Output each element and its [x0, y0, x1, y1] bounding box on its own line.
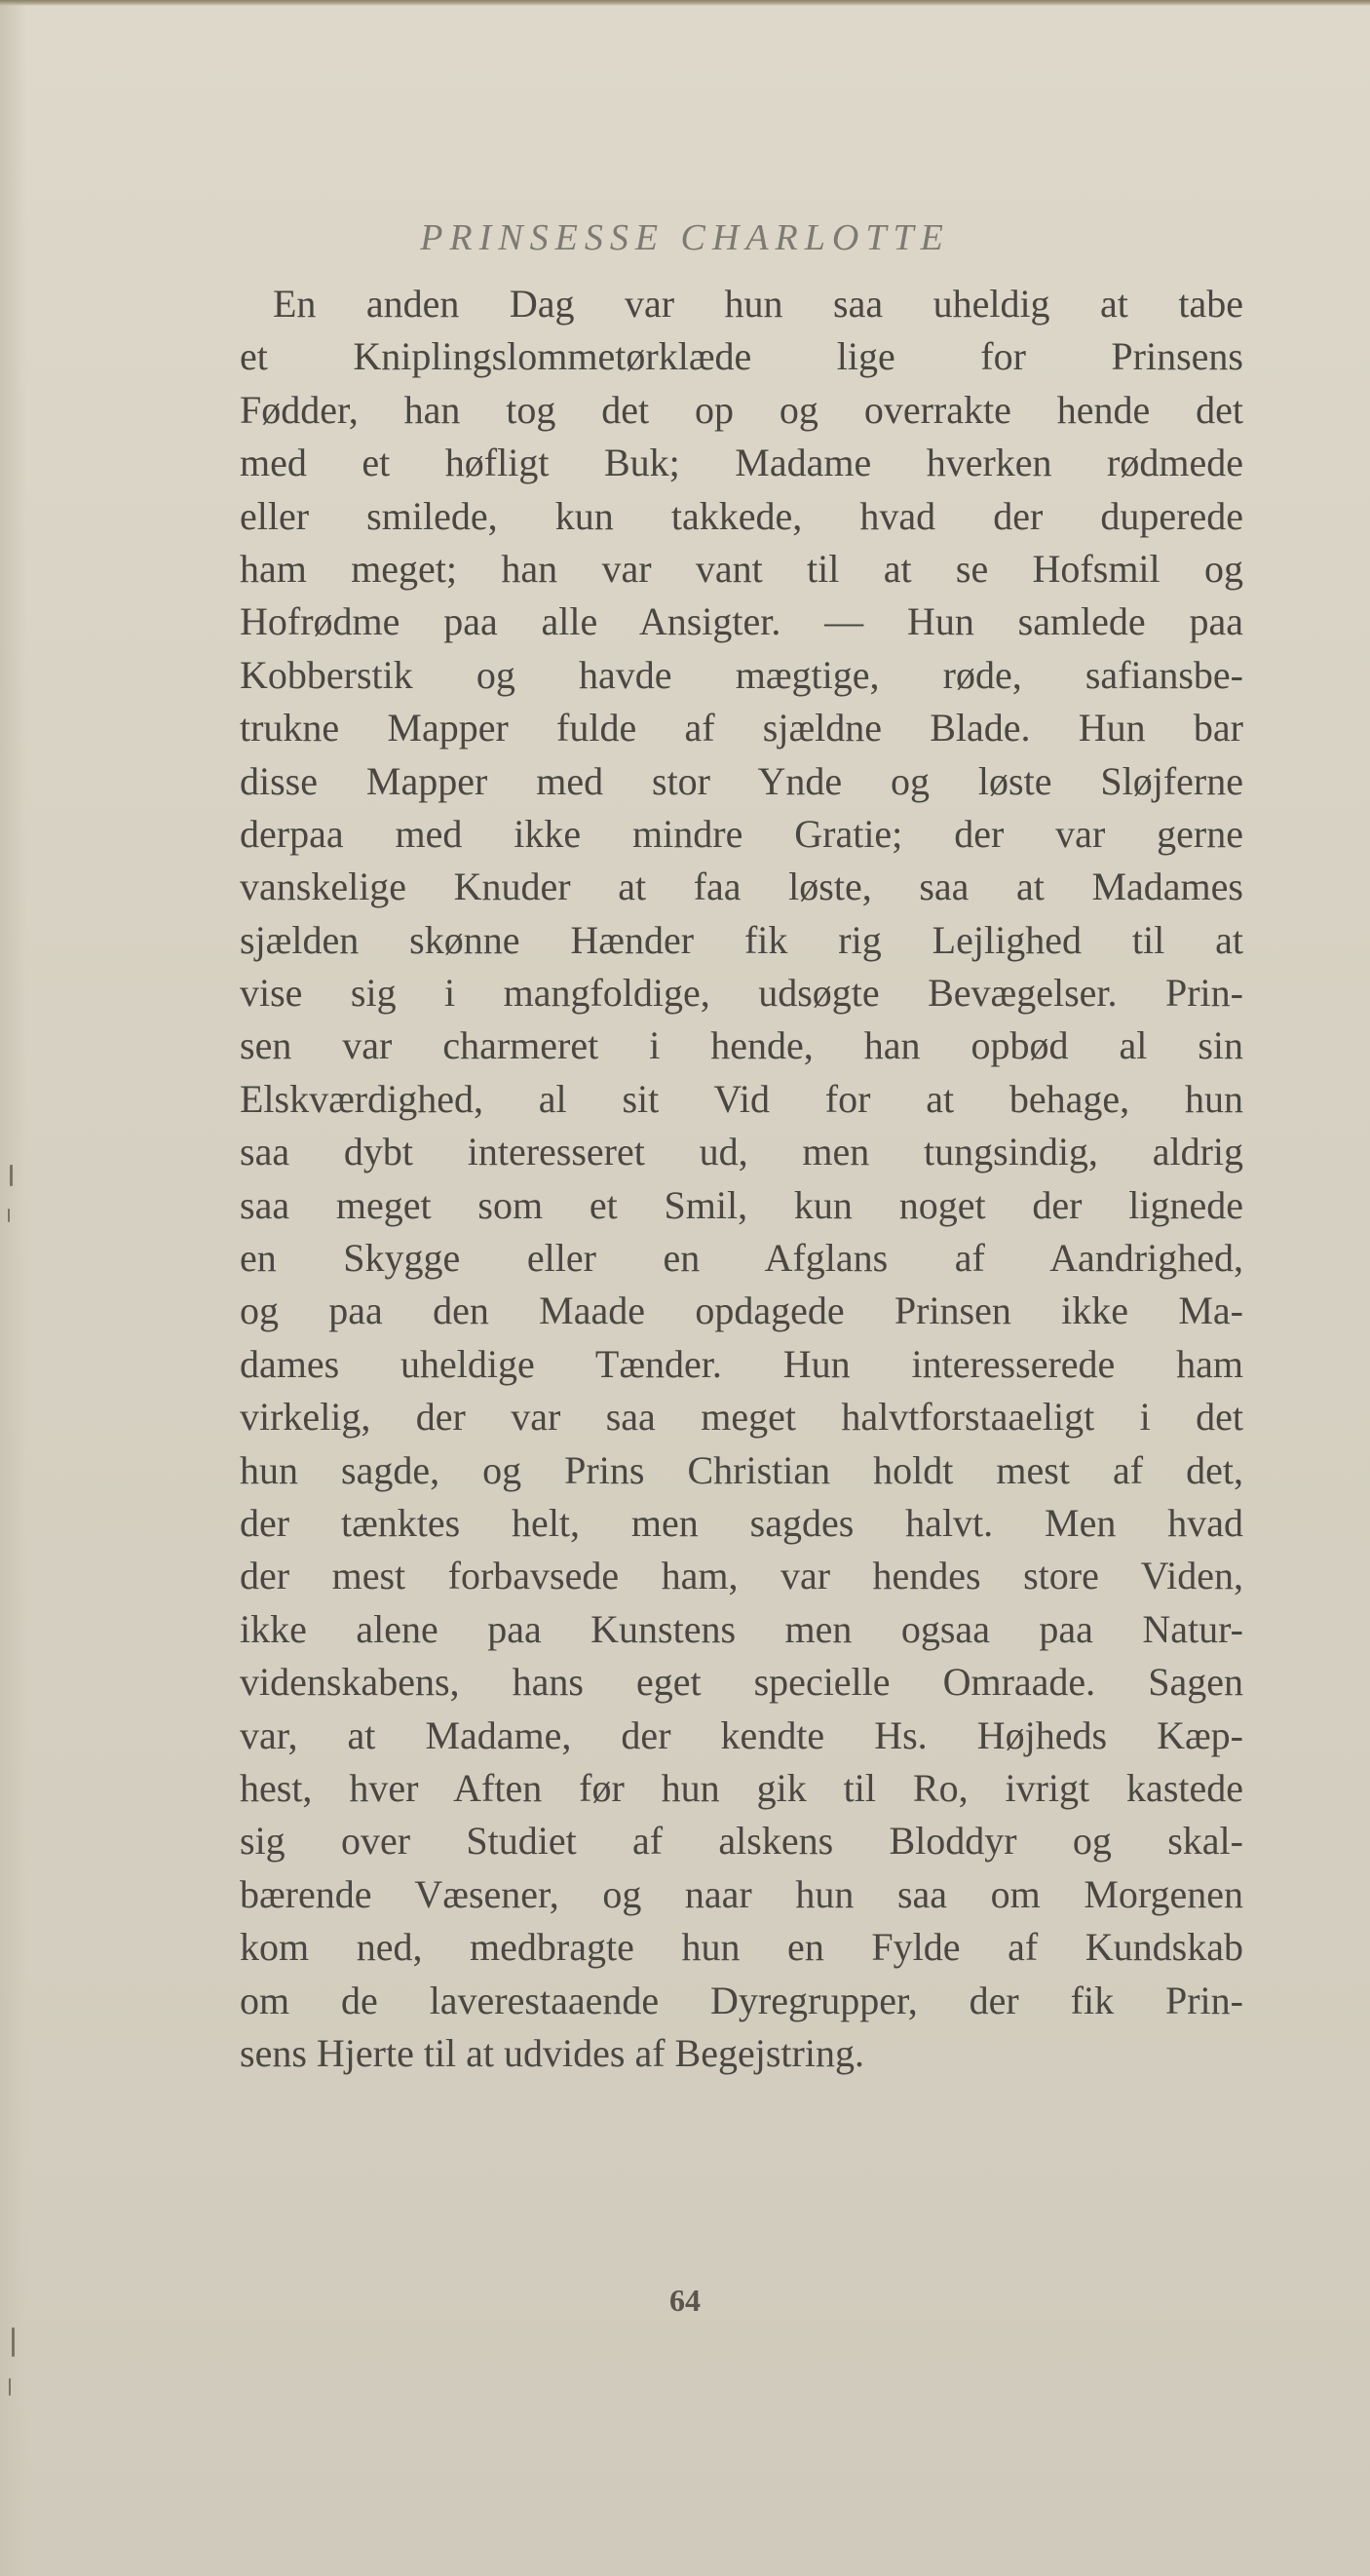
text-line: vise sig i mangfoldige, udsøgte Bevægelser. Prin- — [240, 971, 1243, 1016]
text-line: hest, hver Aften før hun gik til Ro, ivrigt kastede — [240, 1765, 1243, 1810]
text-line: sig over Studiet af alskens Bloddyr og skal- — [240, 1819, 1243, 1864]
text-line: et Kniplingslommetørklæde lige for Prinsens — [240, 334, 1243, 379]
text-line: sen var charmeret i hende, han opbød al sin — [240, 1023, 1243, 1068]
text-line: dames uheldige Tænder. Hun interesserede ham — [240, 1341, 1243, 1386]
paper-speck — [8, 1209, 10, 1222]
text-line: Kobberstik og havde mægtige, røde, safiansbe- — [240, 652, 1243, 697]
text-line: Hofrødme paa alle Ansigter. — Hun samlede paa — [240, 599, 1243, 644]
text-line: ikke alene paa Kunstens men ogsaa paa Natur- — [240, 1606, 1243, 1651]
text-line: Fødder, han tog det op og overrakte hende det — [240, 387, 1243, 432]
text-line: eller smilede, kun takkede, hvad der duperede — [240, 493, 1243, 538]
paper-speck — [12, 2327, 15, 2357]
text-line: En anden Dag var hun saa uheldig at tabe — [273, 282, 1243, 326]
text-line: var, at Madame, der kendte Hs. Højheds Kæp- — [240, 1712, 1243, 1757]
text-line: disse Mapper med stor Ynde og løste Sløjferne — [240, 758, 1243, 803]
text-line: ham meget; han var vant til at se Hofsmil og — [240, 546, 1243, 591]
paper-speck — [10, 1165, 13, 1186]
text-line: derpaa med ikke mindre Gratie; der var gerne — [240, 811, 1243, 856]
text-line: med et høfligt Buk; Madame hverken rødmede — [240, 441, 1243, 485]
text-line: en Skygge eller en Afglans af Aandrighed, — [240, 1236, 1243, 1281]
page-number: 64 — [669, 2283, 701, 2318]
text-line: sens Hjerte til at udvides af Begejstring. — [240, 2030, 864, 2075]
text-line: og paa den Maade opdagede Prinsen ikke Ma- — [240, 1288, 1243, 1333]
text-line: vanskelige Knuder at faa løste, saa at Madames — [240, 865, 1243, 909]
body-text — [240, 278, 1243, 2080]
text-line: bærende Væsener, og naar hun saa om Morgenen — [240, 1871, 1243, 1916]
paper-speck — [9, 2378, 11, 2396]
text-line: saa meget som et Smil, kun noget der lignede — [240, 1182, 1243, 1227]
text-line: virkelig, der var saa meget halvtforstaaeligt i det — [240, 1395, 1243, 1440]
text-line: trukne Mapper fulde af sjældne Blade. Hun bar — [240, 706, 1243, 750]
text-line: der tænktes helt, men sagdes halvt. Men hvad — [240, 1500, 1243, 1545]
text-line: om de laverestaaende Dyregrupper, der fik Prin- — [240, 1978, 1243, 2022]
text-line: saa dybt interesseret ud, men tungsindig, aldrig — [240, 1130, 1243, 1174]
text-line: der mest forbavsede ham, var hendes store Viden, — [240, 1554, 1243, 1598]
text-line: videnskabens, hans eget specielle Omraade. Sagen — [240, 1660, 1243, 1705]
running-head: PRINSESSE CHARLOTTE — [420, 217, 950, 258]
text-line: hun sagde, og Prins Christian holdt mest af det, — [240, 1447, 1243, 1492]
text-line: kom ned, medbragte hun en Fylde af Kundskab — [240, 1925, 1243, 1970]
page-top-edge — [0, 0, 1370, 6]
text-line: sjælden skønne Hænder fik rig Lejlighed til at — [240, 917, 1243, 962]
text-line: Elskværdighed, al sit Vid for at behage, hun — [240, 1076, 1243, 1121]
